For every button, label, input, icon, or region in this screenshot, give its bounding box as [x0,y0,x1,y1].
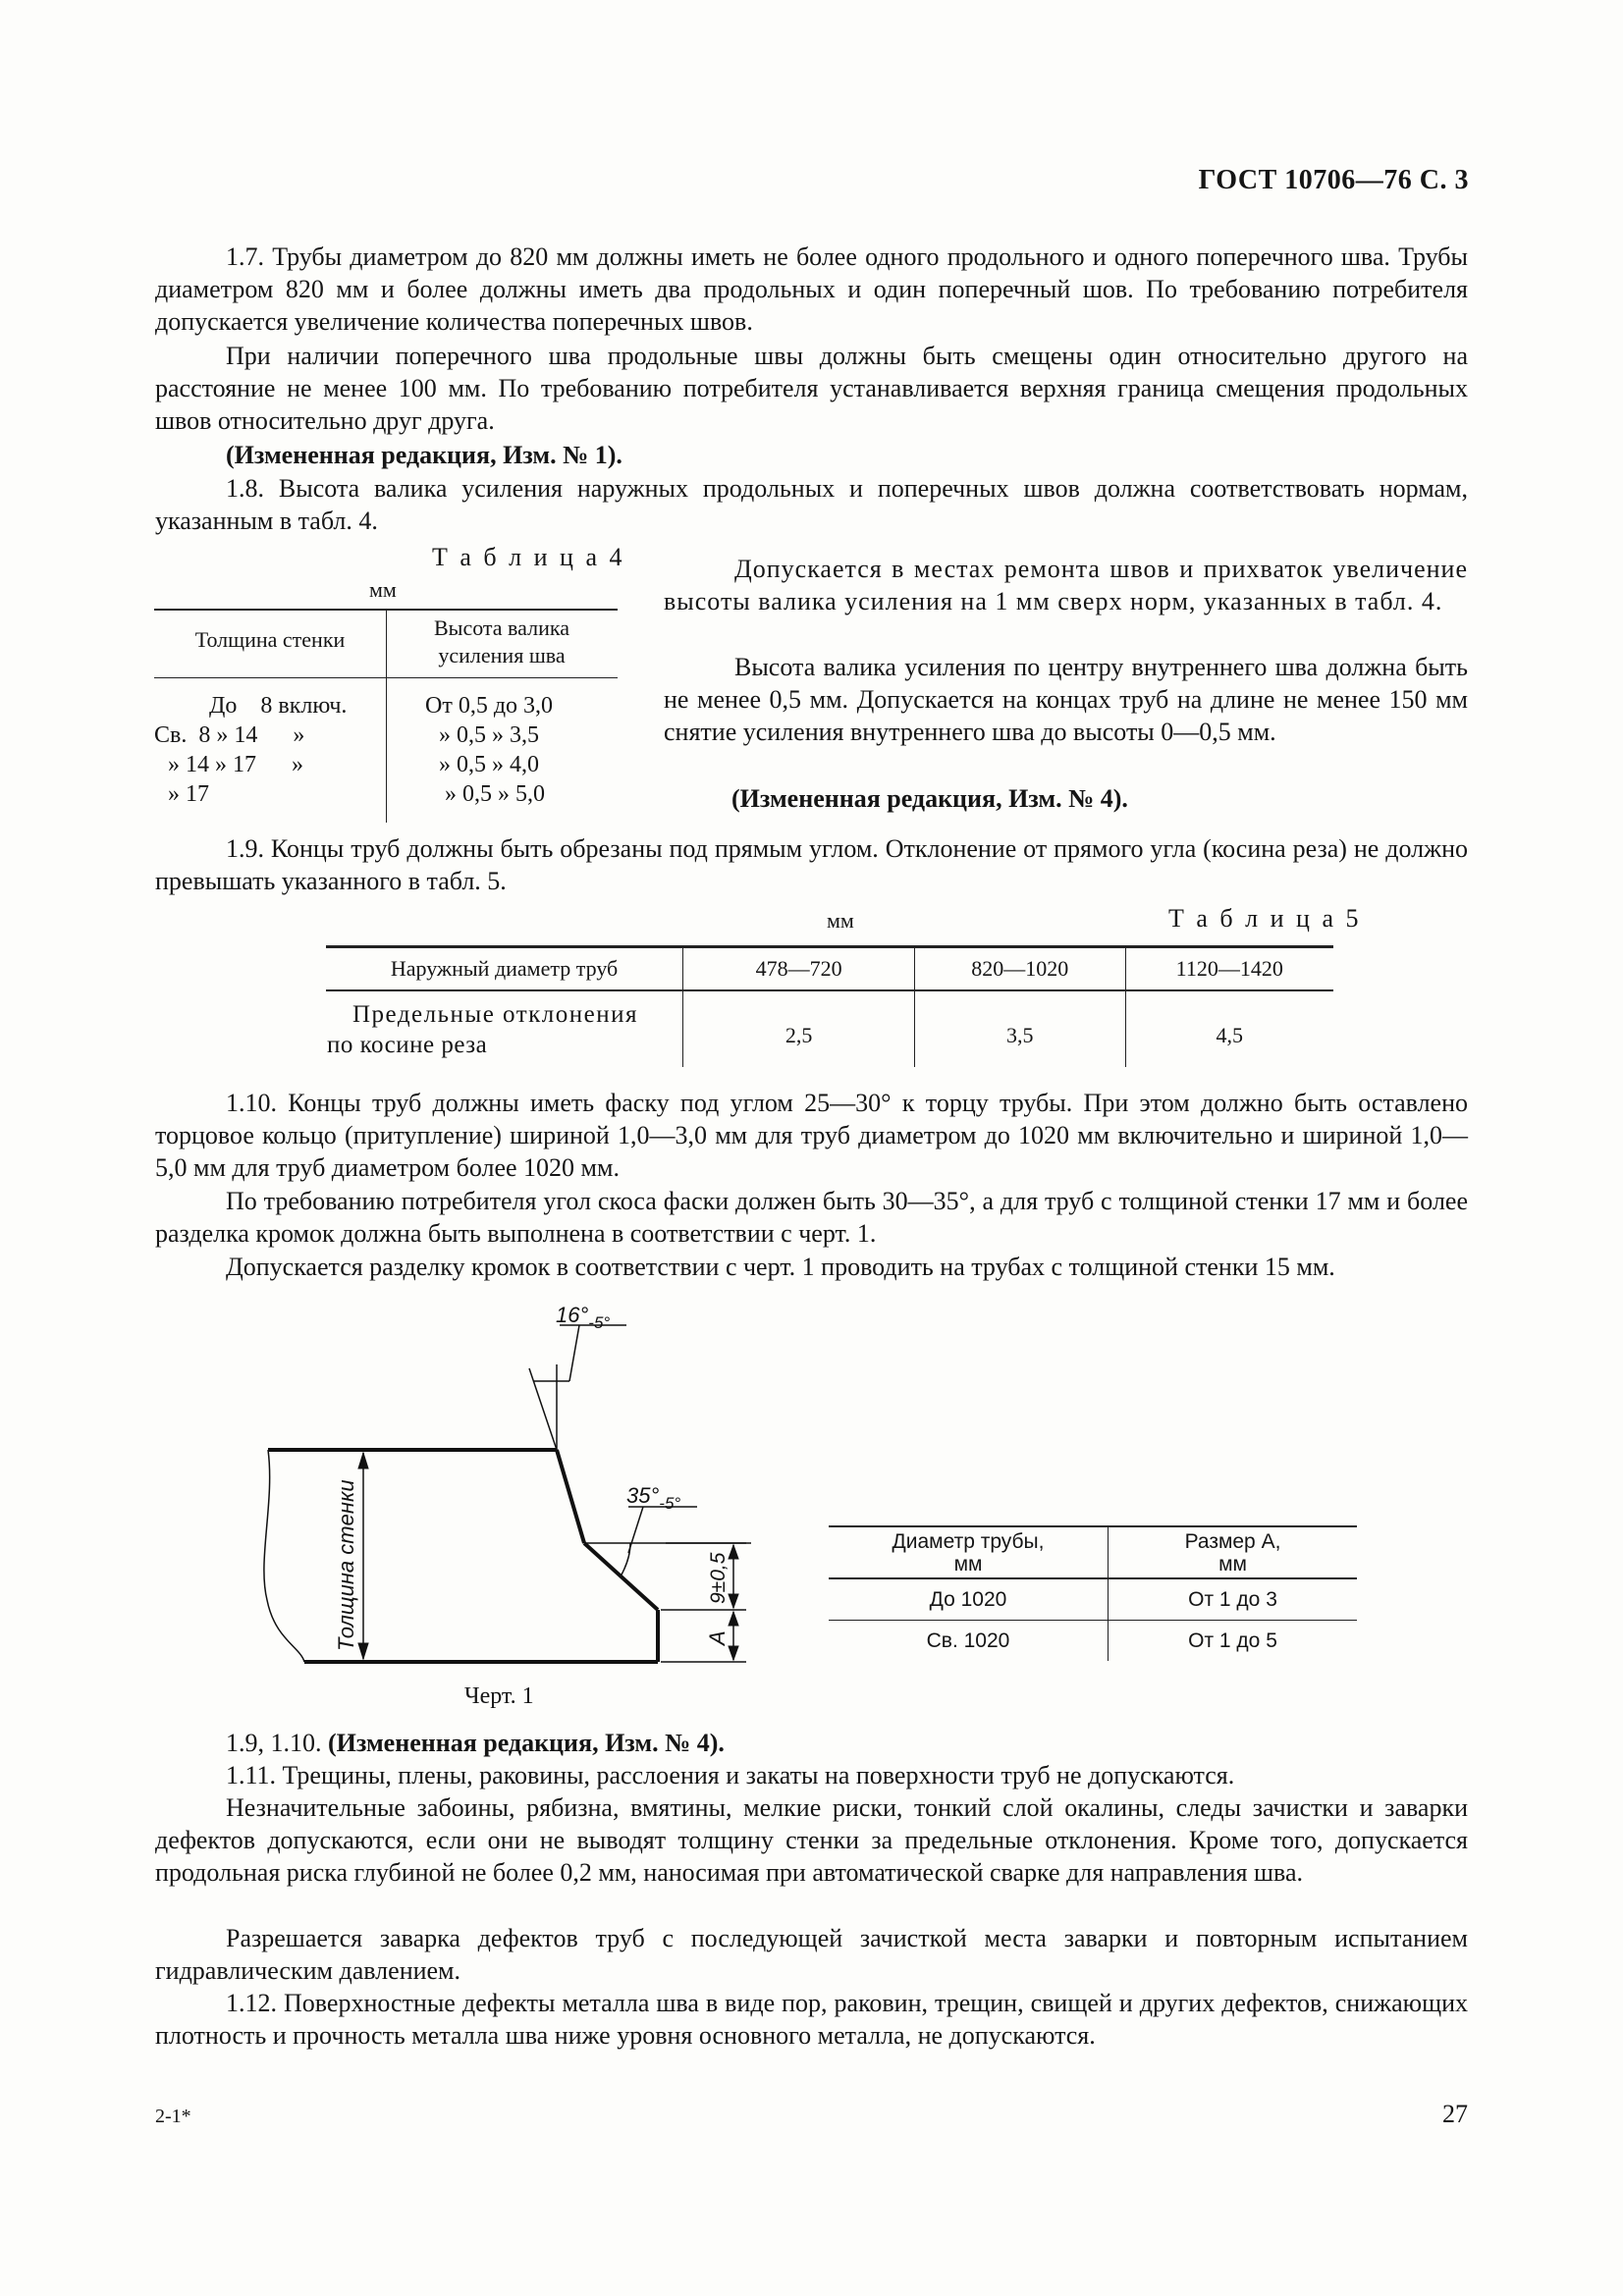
table-5-row-label [326,990,683,1067]
table-4-header-height-2: усиления шва [438,643,566,667]
paragraph-side-1: Допускается в местах ремонта швов и прихваток увеличение высоты валика усиления на 1 мм сверх норм, указанных в табл. 4. [664,555,1468,615]
table-5-cell: 4,5 [1125,990,1333,1067]
table-size-a-cell-diameter: Св. 1020 [926,1629,1010,1652]
amendment-note-4a: (Измененная редакция, Изм. № 4). [731,784,1128,813]
paragraph-1-12: 1.12. Поверхностные дефекты металла шва в виде пор, раковин, трещин, свищей и других дефектов, снижающих плотность и прочность металла шва ниже уровня основного металла, не допускаются. [155,1989,1468,2050]
paragraph-1-9: 1.9. Концы труб должны быть обрезаны под прямым углом. Отклонение от прямого угла (косина реза) не должно превышать указанного в табл. 5. [155,834,1468,895]
dim-a-arrow-bottom [729,1646,738,1660]
table-size-a-cell-size: От 1 до 3 [1109,1578,1358,1620]
bevel-16 [557,1450,584,1543]
table-4-head-rule [154,677,618,678]
table-5-caption: Т а б л и ц а 5 [1168,904,1362,933]
table-4-cell-thickness: » 17 [168,781,209,807]
table-5-header-row [326,947,1333,990]
amendment-note-4b [155,1727,1468,1759]
table-size-a-header-size-2: мм [1218,1552,1247,1575]
table-5 [326,945,1333,1067]
table-4 [154,609,618,823]
drawing-1-caption: Черт. 1 [464,1683,534,1709]
table-size-a-header-diameter-1: Диаметр трубы, [892,1529,1045,1553]
angle-35-leader [628,1507,643,1553]
amendment-note-1: (Измененная редакция, Изм. № 1). [226,441,622,469]
table-4-cell-height: » 0,5 » 3,5 [439,722,539,748]
amendment-note-4b-prefix: 1.9, 1.10. [226,1729,328,1757]
table-5-header-cell: 478—720 [683,947,915,990]
table-5-row-label-1: Предельные отклонения [352,1000,638,1028]
wall-dim-arrow-bottom [358,1643,368,1659]
table-size-a-header-diameter-2: мм [953,1552,983,1575]
table-5-row [326,990,1333,1067]
table-4-header-thickness: Толщина стенки [194,627,346,652]
paragraph-1-10-cont: По требованию потребителя угол скоса фаски должен быть 30—35°, а для труб с толщиной стенки 17 мм и более разделка кромок должна быть выполнена в соответствии с черт. 1. [155,1187,1468,1248]
table-4-cell-height: » 0,5 » 5,0 [445,781,545,807]
wall-thickness-label: Толщина стенки [334,1479,358,1651]
table-5-header-cell: 1120—1420 [1125,947,1333,990]
pipe-break-line [264,1450,304,1662]
table-size-a-cell-diameter: До 1020 [929,1587,1007,1611]
table-5-unit: мм [827,908,854,933]
table-size-a-row [829,1578,1357,1620]
table-5-cell: 2,5 [683,990,915,1067]
angle-16-label: $16^\circ_{-5^\circ}$ [556,1306,611,1332]
paragraph-1-8: 1.8. Высота валика усиления наружных продольных и поперечных швов должна соответствовать нормам, указанным в табл. 4. [155,474,1468,535]
amendment-note-4b-text: (Измененная редакция, Изм. № 4). [328,1729,725,1757]
table-4-unit: мм [369,577,397,602]
table-size-a-header-diameter [829,1526,1109,1578]
paragraph-1-11-cont2: Разрешается заварка дефектов труб с последующей зачисткой места заварки и повторным испытанием гидравлическим давлением. [155,1924,1468,1985]
paragraph-side-2: Высота валика усиления по центру внутреннего шва должна быть не менее 0,5 мм. Допускается на концах труб на длине не менее 150 мм снятие усиления внутреннего шва до высоты 0—0,5 мм. [664,653,1468,746]
angle-16-leader-up [569,1325,579,1381]
table-4-cell-thickness: Св. 8 » 14 » [154,722,305,748]
table-size-a-header-size-1: Размер А, [1184,1529,1281,1553]
dim-a-label: A [705,1630,730,1645]
angle-35-arc [621,1543,630,1576]
table-4-cell-thickness: До 8 включ. [209,693,348,719]
angle-35-label: $35^\circ_{-5^\circ}$ [626,1483,681,1513]
footer-signature: 2-1* [155,2106,191,2127]
table-size-a-cell-size: От 1 до 5 [1109,1620,1358,1661]
table-5-row-label-2: по косине реза [327,1031,488,1058]
table-5-header-cell: Наружный диаметр труб [390,955,619,981]
table-size-a-header-size [1109,1526,1358,1578]
page-header: ГОСТ 10706—76 С. 3 [1198,165,1469,195]
table-4-cell-height: От 0,5 до 3,0 [425,693,554,719]
paragraph-1-11-cont: Незначительные забоины, рябизна, вмятины, мелкие риски, тонкий слой окалины, следы зачистки и заварки дефектов допускаются, если они не выводят толщину стенки за предельные отклонения. Кроме того, допускается продольная риска глубиной не более 0,2 мм, наносимая при автоматической сварке для направления шва. [155,1793,1468,1887]
dim-9-label: 9±0,5 [707,1552,730,1604]
page-number: 27 [1442,2100,1468,2128]
paragraph-1-10-cont2: Допускается разделку кромок в соответствии с черт. 1 проводить на трубах с толщиной стенки 15 мм. [226,1253,1335,1281]
table-size-a-header-row [829,1526,1357,1578]
table-size-a [829,1525,1357,1661]
table-size-a-row [829,1620,1357,1661]
dim-a-arrow-top [729,1612,738,1626]
paragraph-1-7: 1.7. Трубы диаметром до 820 мм должны иметь не более одного продольного и одного поперечного шва. Трубы диаметром 820 мм и более должны иметь два продольных и один поперечный шов. По требованию потребителя допускается увеличение количества поперечных швов. [155,242,1468,336]
paragraph-1-7-cont: При наличии поперечного шва продольные швы должны быть смещены один относительно другого на расстояние не менее 100 мм. По требованию потребителя устанавливается верхняя граница смещения продольных швов относительно друг друга. [155,342,1468,435]
paragraph-1-11: 1.11. Трещины, плены, раковины, расслоения и закаты на поверхности труб не допускаются. [226,1761,1235,1789]
dim-9-arrow-bottom [729,1594,738,1608]
table-5-cell: 3,5 [915,990,1125,1067]
table-4-cell-thickness: » 14 » 17 » [168,752,303,777]
wall-dim-arrow-top [358,1453,368,1468]
table-5-header-cell: 820—1020 [915,947,1125,990]
paragraph-1-10: 1.10. Концы труб должны иметь фаску под углом 25—30° к торцу трубы. При этом должно быть оставлено торцовое кольцо (притупление) шириной 1,0—3,0 мм для труб диаметром до 1020 мм включительно и шириной 1,0—5,0 мм для труб диаметром более 1020 мм. [155,1089,1468,1182]
dim-9-arrow-top [729,1545,738,1559]
table-4-cell-height: » 0,5 » 4,0 [439,752,539,777]
table-4-caption: Т а б л и ц а 4 [432,543,625,571]
table-4-header-height-1: Высота валика [433,615,569,640]
